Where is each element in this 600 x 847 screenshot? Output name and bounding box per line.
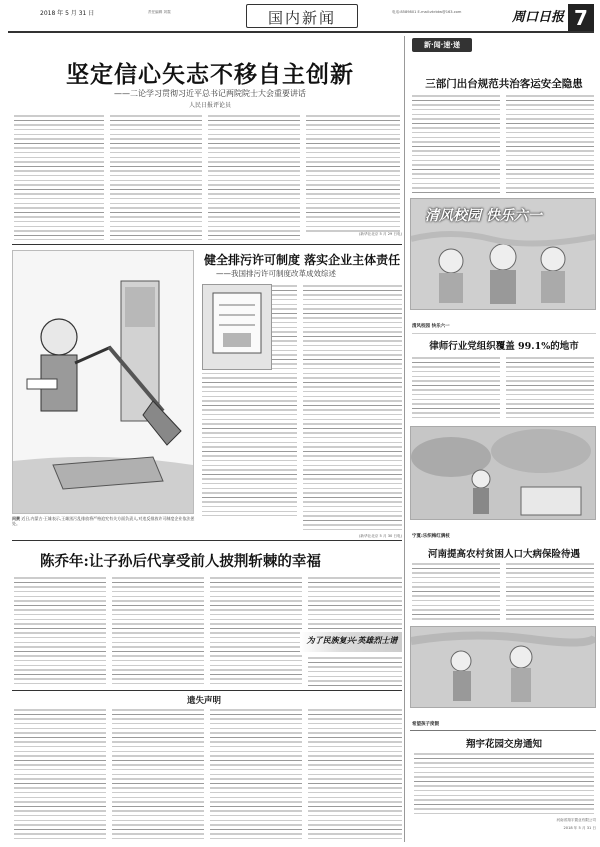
pollution-headline: 健全排污许可制度 落实企业主体责任 [204,253,401,267]
chen-bottom-rule [12,690,402,691]
harvest-caption [412,522,596,540]
henan-body-col-2 [506,562,594,622]
lead-body-col-2 [110,114,202,240]
lead-bottom-rule [12,244,402,245]
harvest-photo [410,426,596,520]
page-number-box [568,4,594,32]
flower-date: 2018 年 5 月 31 日 [563,826,596,830]
lawyer-headline: 律师行业党组织覆盖 99.1%的地市 [429,341,579,352]
pollution-bottom-rule [12,540,402,541]
header-editor: 责任编辑 刘震 [148,10,171,14]
lead-headline: 坚定信心矢志不移自主创新 [66,61,354,86]
page-number: 7 [574,6,588,30]
safety-headline: 三部门出台规范共治客运安全隐患 [425,78,583,90]
flower-headline: 翔宇花园交房通知 [465,739,542,750]
lawyer-body-col-2 [506,356,594,422]
notices-col-4 [308,708,402,842]
harvest-caption-label: 宁夏:乐织梅红满枝 [412,534,450,539]
flower-footer: 河南省翔宇置业有限公司 [556,818,596,822]
notices-col-1 [14,708,106,842]
safety-body-col-2 [506,94,594,194]
lead-source: (新华社北京 5 月 29 日电) [359,232,402,236]
cartoon-caption [12,516,198,532]
lead-body-col-4 [306,114,400,232]
pollution-inset-image [202,284,272,370]
children-caption [412,312,596,334]
safety-body-col-1 [412,94,500,194]
section-title-box [246,4,358,28]
chen-body-col-4b [308,656,402,686]
henan-headline: 河南提高农村贫困人口大病保险待遇 [427,549,580,560]
children-caption-text [412,332,596,334]
children-photo [410,198,596,310]
chen-body-col-3 [210,576,302,686]
kids-photo [410,626,596,708]
lawyer-body-col-1 [412,356,500,422]
kids-caption [412,710,596,726]
header-contact: 电话:8589801 E-mail:zkrbtw@163.com [392,10,462,14]
children-caption-label: 清风校园 快乐六一 [412,324,450,329]
series-banner-text: 为了民族复兴·英雄烈士谱 [306,635,398,645]
cartoon-caption-label: 问责 [12,516,20,521]
section-title: 国内新闻 [267,9,336,27]
pollution-source: (新华社北京 5 月 30 日电) [359,534,402,538]
flower-top-rule [410,730,596,731]
chen-body-col-2 [112,576,204,686]
cartoon-caption-text: 近日,内蒙古·王雄表示,王雄黑污乱排放将严格追究有关方面负责人,对违反排放许可制度企业依法惩处。 [12,516,195,526]
flower-body [414,752,594,816]
henan-body-col-1 [412,562,500,622]
news-tag-text: 新·闻·速·递 [424,41,460,49]
chen-headline: 陈乔年:让子孙后代享受前人披荆斩棘的幸福 [40,553,321,570]
children-photo-banner: 清风校园 快乐六一 [425,208,542,224]
lead-byline: 人民日报评论员 [188,102,231,109]
column-divider [404,36,405,842]
notices-col-3 [210,708,302,842]
lead-body-col-1 [14,114,104,240]
chen-body-col-1 [14,576,106,686]
kids-caption-label: 希望孩子度假 [412,722,439,726]
news-tag [412,38,472,52]
lead-body-col-3 [208,114,300,240]
header-date: 2018 年 5 月 31 日 [40,10,95,17]
notices-title: 遗失声明 [186,696,221,706]
header-rule [8,31,594,33]
pollution-body-col-2 [303,284,402,534]
masthead: 周口日报 [512,10,565,24]
series-banner [300,632,402,652]
pollution-subheadline: ——我国排污许可制度改革成效综述 [216,269,336,278]
lead-subheadline: ——二论学习贯彻习近平总书记两院院士大会重要讲话 [114,89,306,98]
chen-body-col-4 [308,576,402,630]
notices-col-2 [112,708,204,842]
cartoon-image [12,250,194,514]
